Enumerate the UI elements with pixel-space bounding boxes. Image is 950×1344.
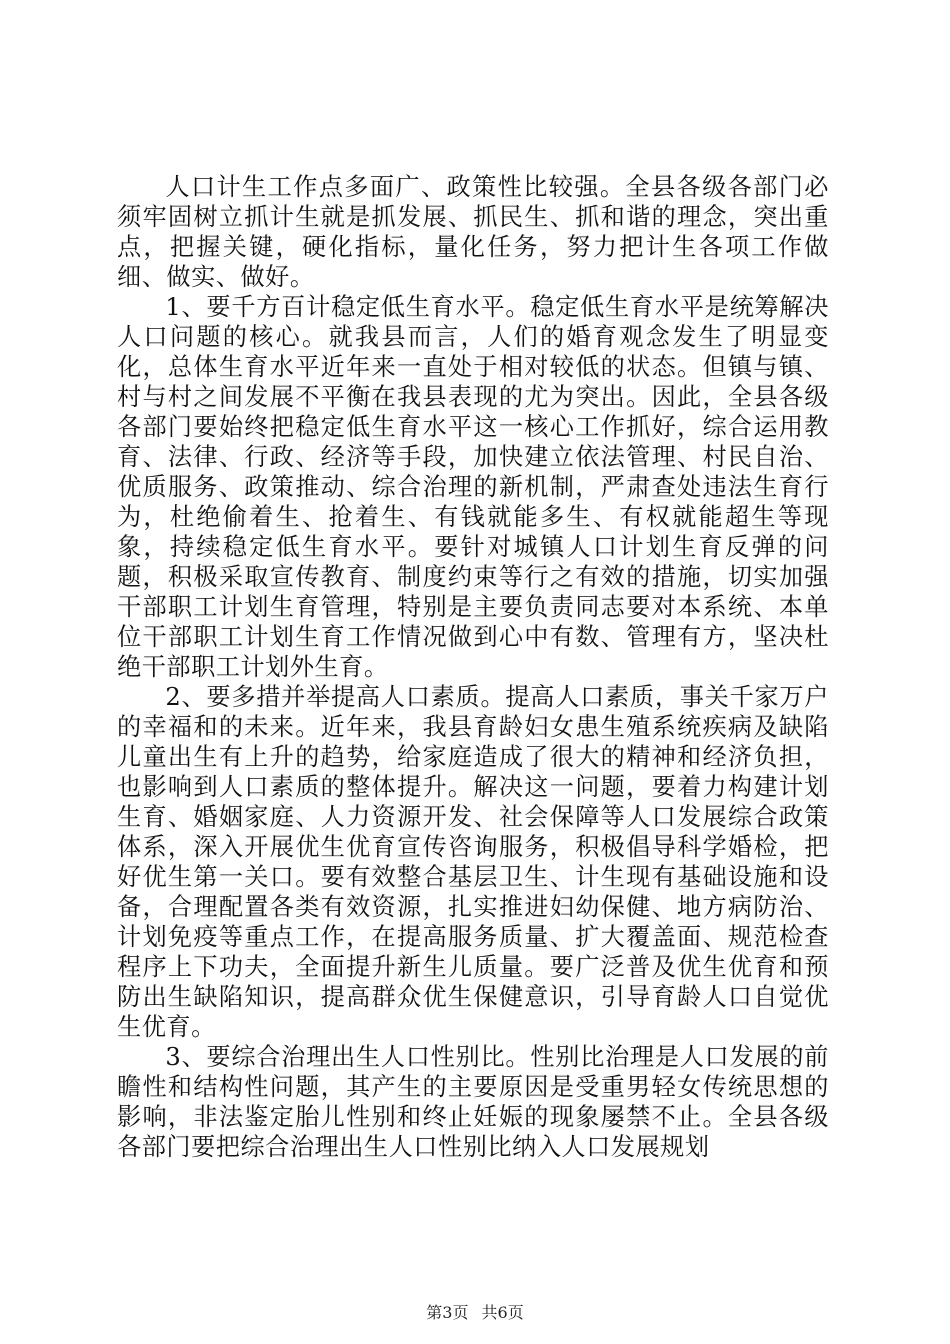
document-body: [117, 172, 829, 1162]
paragraph-section-2: 2、要多措并举提高人口素质。提高人口素质，事关千家万户的幸福和的未来。近年来，我县育龄妇女患生殖系统疾病及缺陷儿童出生有上升的趋势，给家庭造成了很大的精神和经济负担，也影响到人口素质的整体提升。解决这一问题，要着力构建计划生育、婚姻家庭、人力资源开发、社会保障等人口发展综合政策体系，深入开展优生优育宣传咨询服务，积极倡导科学婚检，把好优生第一关口。要有效整合基层卫生、计生现有基础设施和设备，合理配置各类有效资源，扎实推进妇幼保健、地方病防治、计划免疫等重点工作，在提高服务质量、扩大覆盖面、规范检查程序上下功夫，全面提升新生儿质量。要广泛普及优生优育和预防出生缺陷知识，提高群众优生保健意识，引导育龄人口自觉优生优育。: [117, 683, 829, 1041]
paragraph-intro: 人口计生工作点多面广、政策性比较强。全县各级各部门必须牢固树立抓计生就是抓发展、抓民生、抓和谐的理念，突出重点，把握关键，硬化指标，量化任务，努力把计生各项工作做细、做实、做好。: [117, 173, 829, 291]
paragraph-section-1: 1、要千方百计稳定低生育水平。稳定低生育水平是统筹解决人口问题的核心。就我县而言，人们的婚育观念发生了明显变化，总体生育水平近年来一直处于相对较低的状态。但镇与镇、村与村之间发展不平衡在我县表现的尤为突出。因此，全县各级各部门要始终把稳定低生育水平这一核心工作抓好，综合运用教育、法律、行政、经济等手段，加快建立依法管理、村民自治、优质服务、政策推动、综合治理的新机制，严肃查处违法生育行为，杜绝偷着生、抢着生、有钱就能多生、有权就能超生等现象，持续稳定低生育水平。要针对城镇人口计划生育反弹的问题，积极采取宣传教育、制度约束等行之有效的措施，切实加强干部职工计划生育管理，特别是主要负责同志要对本系统、本单位干部职工计划生育工作情况做到心中有数、管理有方，坚决杜绝干部职工计划外生育。: [117, 293, 829, 681]
page-number: 第3页: [426, 1303, 469, 1322]
page-footer: [0, 1303, 950, 1323]
page-total: 共6页: [481, 1303, 524, 1322]
paragraph-section-3: 3、要综合治理出生人口性别比。性别比治理是人口发展的前瞻性和结构性问题，其产生的主要原因是受重男轻女传统思想的影响，非法鉴定胎儿性别和终止妊娠的现象屡禁不止。全县各级各部门要把综合治理出生人口性别比纳入人口发展规划: [117, 1043, 829, 1161]
